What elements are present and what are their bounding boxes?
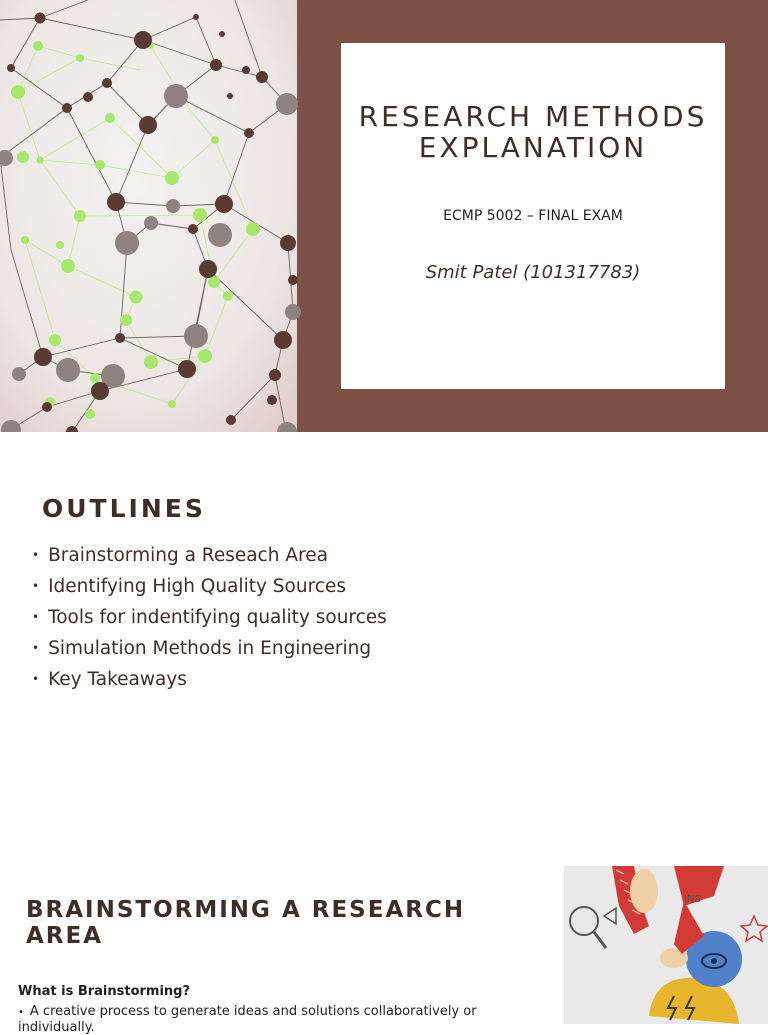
network-graph-image: [0, 0, 297, 432]
outline-heading: OUTLINES: [42, 494, 206, 523]
list-item: • Identifying High Quality Sources: [32, 571, 387, 602]
svg-text:INS: INS: [684, 894, 701, 905]
title-card: [341, 43, 725, 389]
list-item: • Simulation Methods in Engineering: [32, 633, 387, 664]
section-question: What is Brainstorming?: [18, 984, 191, 999]
list-item: • Brainstorming a Reseach Area: [32, 540, 387, 571]
bullet-icon: •: [18, 1007, 24, 1018]
author-name: Smit Patel (101317783): [425, 262, 641, 283]
brainstorm-photo: [564, 866, 768, 1024]
slide-title: BRAINSTORMING A RESEARCH AREA: [26, 897, 466, 949]
outline-list: [32, 540, 387, 695]
bullet-icon: •: [32, 579, 40, 593]
list-item: • Tools for indentifying quality sources: [32, 602, 387, 633]
bullet-icon: •: [32, 610, 40, 624]
list-item: • Key Takeaways: [32, 664, 387, 695]
presentation-subtitle: ECMP 5002 – FINAL EXAM: [443, 208, 623, 224]
bullet-point: • A creative process to generate ideas and solutions collaboratively or individually.: [18, 1004, 477, 1035]
bullet-icon: •: [32, 641, 40, 655]
bullet-icon: •: [32, 672, 40, 686]
outline-slide: [0, 432, 768, 864]
title-slide: [0, 0, 768, 432]
bullet-icon: •: [32, 548, 40, 562]
brainstorming-slide: [0, 864, 768, 1035]
presentation-title: RESEARCH METHODS EXPLANATION: [358, 100, 708, 164]
